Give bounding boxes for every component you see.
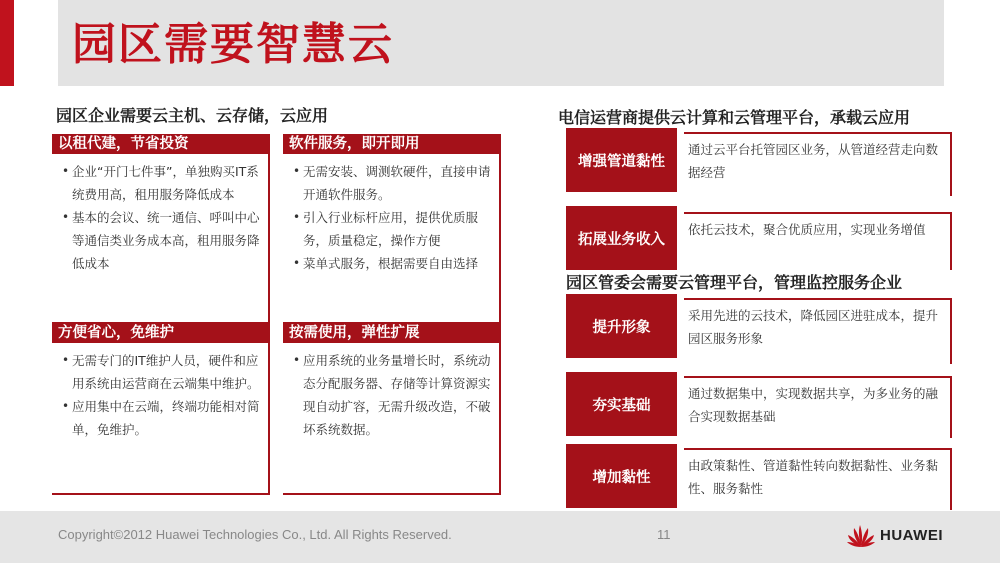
- bullet-icon: •: [62, 353, 70, 367]
- row-desc-stickiness: 由政策黏性、管道黏性转向数据黏性、业务黏性、服务黏性: [684, 448, 952, 510]
- bullet-item: • 应用系统的业务量增长时，系统动态分配服务器、存储等计算资源实现自动扩容，无需升级改造，不破坏系统数据。: [293, 349, 491, 441]
- bullet-item: • 应用集中在云端，终端功能相对简单，免维护。: [62, 395, 260, 441]
- bullet-item: • 菜单式服务，根据需要自由选择: [293, 252, 491, 275]
- row-desc-image: 采用先进的云技术，降低园区进驻成本，提升园区服务形象: [684, 298, 952, 364]
- footer: [0, 511, 1000, 563]
- bullet-icon: •: [62, 164, 70, 178]
- bullet-icon: •: [293, 210, 301, 224]
- left-section-heading: 园区企业需要云主机、云存储，云应用: [56, 106, 329, 125]
- huawei-flower-logo-icon: [846, 521, 876, 549]
- bullet-item: • 企业“开门七件事”，单独购买IT系统费用高，租用服务降低成本: [62, 160, 260, 206]
- panel-software-service: [283, 134, 501, 324]
- panel-body: [283, 343, 501, 495]
- left-accent-bar: [0, 0, 14, 86]
- row-label-pipe-stickiness: 增强管道黏性: [566, 128, 677, 192]
- page-number: 11: [657, 527, 671, 542]
- panel-maintenance-free: [52, 323, 270, 495]
- panel-header: 方便省心，免维护: [52, 323, 270, 343]
- row-label-stickiness: 增加黏性: [566, 444, 677, 508]
- bullet-item: • 无需专门的IT维护人员，硬件和应用系统由运营商在云端集中维护。: [62, 349, 260, 395]
- page-title: 园区需要智慧云: [72, 19, 394, 70]
- row-label-image: 提升形象: [566, 294, 677, 358]
- row-label-business-revenue: 拓展业务收入: [566, 206, 677, 270]
- row-desc-pipe-stickiness: 通过云平台托管园区业务，从管道经营走向数据经营: [684, 132, 952, 196]
- bullet-item: • 无需安装、调测软硬件，直接申请开通软件服务。: [293, 160, 491, 206]
- row-desc-foundation: 通过数据集中，实现数据共享，为多业务的融合实现数据基础: [684, 376, 952, 438]
- panel-body: [283, 154, 501, 324]
- panel-rent-save: [52, 134, 270, 324]
- bullet-icon: •: [62, 210, 70, 224]
- right-section-heading-operator: 电信运营商提供云计算和云管理平台，承载云应用: [558, 108, 911, 127]
- right-section-heading-committee: 园区管委会需要云管理平台，管理监控服务企业: [566, 273, 903, 292]
- row-desc-business-revenue: 依托云技术，聚合优质应用，实现业务增值: [684, 212, 952, 270]
- bullet-item: • 引入行业标杆应用，提供优质服务，质量稳定，操作方便: [293, 206, 491, 252]
- huawei-logo: [846, 521, 943, 549]
- panel-body: [52, 154, 270, 324]
- panel-elastic-scaling: [283, 323, 501, 495]
- logo-text: HUAWEI: [880, 526, 943, 544]
- row-label-foundation: 夯实基础: [566, 372, 677, 436]
- panel-header: 按需使用，弹性扩展: [283, 323, 501, 343]
- bullet-icon: •: [293, 353, 301, 367]
- bullet-icon: •: [62, 399, 70, 413]
- panel-header: 软件服务，即开即用: [283, 134, 501, 154]
- bullet-icon: •: [293, 256, 301, 270]
- panel-body: [52, 343, 270, 495]
- panel-header: 以租代建，节省投资: [52, 134, 270, 154]
- copyright-text: Copyright©2012 Huawei Technologies Co., Ltd. All Rights Reserved.: [58, 527, 452, 542]
- bullet-item: • 基本的会议、统一通信、呼叫中心等通信类业务成本高，租用服务降低成本: [62, 206, 260, 275]
- bullet-icon: •: [293, 164, 301, 178]
